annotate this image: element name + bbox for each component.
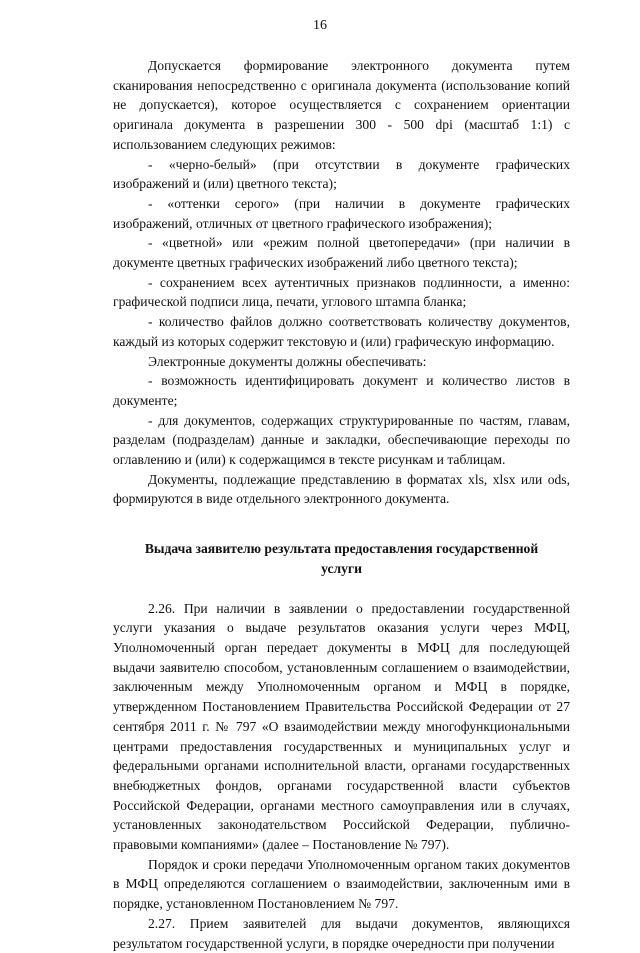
paragraph-formats: Документы, подлежащие представлению в форматах xls, xlsx или ods, формируются в виде отдельного электронного документа. <box>113 471 570 507</box>
page-content <box>113 56 570 953</box>
paragraph-2-26: 2.26. При наличии в заявлении о предоставлении государственной услуги указания о выдаче результатов оказания услуги через МФЦ, Уполномоченный орган передает документы в МФЦ для последующей выдачи заявителю способом, установленным соглашением о взаимодействии, заключенным между Уполномоченным органом и МФЦ в порядке, утвержденном Постановлением Правительства Российской Федерации от 27 сентября 2011 г. № 797 «О взаимодействии между многофункциональными центрами предоставления государственных и муниципальных услуг и федеральными органами исполнительной власти, органами государственных внебюджетных фондов, органами государственной власти субъектов Российской Федерации, органами местного самоуправления или в случаях, установленных законодательством Российской Федерации, публично-правовыми компаниями» (далее – Постановление № 797). <box>113 600 570 853</box>
list-item-authenticity: - сохранением всех аутентичных признаков подлинности, а именно: графической подписи лица, печати, углового штампа бланка; <box>113 274 570 310</box>
paragraph-electronic-docs: Электронные документы должны обеспечивать: <box>148 353 427 369</box>
list-item-file-count: - количество файлов должно соответствовать количеству документов, каждый из которых содержит текстовую и (или) графическую информацию. <box>113 314 570 349</box>
page-number: 16 <box>313 18 327 33</box>
list-item-black-white: - «черно-белый» (при отсутствии в документе графических изображений и (или) цветного текста); <box>113 156 570 192</box>
section-heading: Выдача заявителю результата предоставления государственной услуги <box>144 541 539 576</box>
paragraph-procedure: Порядок и сроки передачи Уполномоченным органом таких документов в МФЦ определяются соглашением о взаимодействии, заключенным ими в порядке, установленном Постановлением № 797. <box>113 856 570 912</box>
list-item-grayscale: - «оттенки серого» (при наличии в документе графических изображений, отличных от цветного графического изображения); <box>113 195 570 231</box>
list-item-identify: - возможность идентифицировать документ и количество листов в документе; <box>113 373 570 408</box>
paragraph-2-27: 2.27. Прием заявителей для выдачи документов, являющихся результатом государственной услуги, в порядке очередности при получении <box>113 915 570 951</box>
paragraph-scanning: Допускается формирование электронного документа путем сканирования непосредственно с оригинала документа (использование копий не допускается), которое осуществляется с сохранением ориентации оригинала документа в разрешении 300 - 500 dpi (масштаб 1:1) с использованием следующих режимов: <box>113 58 570 152</box>
list-item-structured: - для документов, содержащих структурированные по частям, главам, разделам (подразделам) данные и закладки, обеспечивающие переходы по оглавлению и (или) к содержащимся в тексте рисункам и таблицам. <box>113 412 570 468</box>
list-item-color: - «цветной» или «режим полной цветопередачи» (при наличии в документе цветных графических изображений либо цветного текста); <box>113 235 570 271</box>
